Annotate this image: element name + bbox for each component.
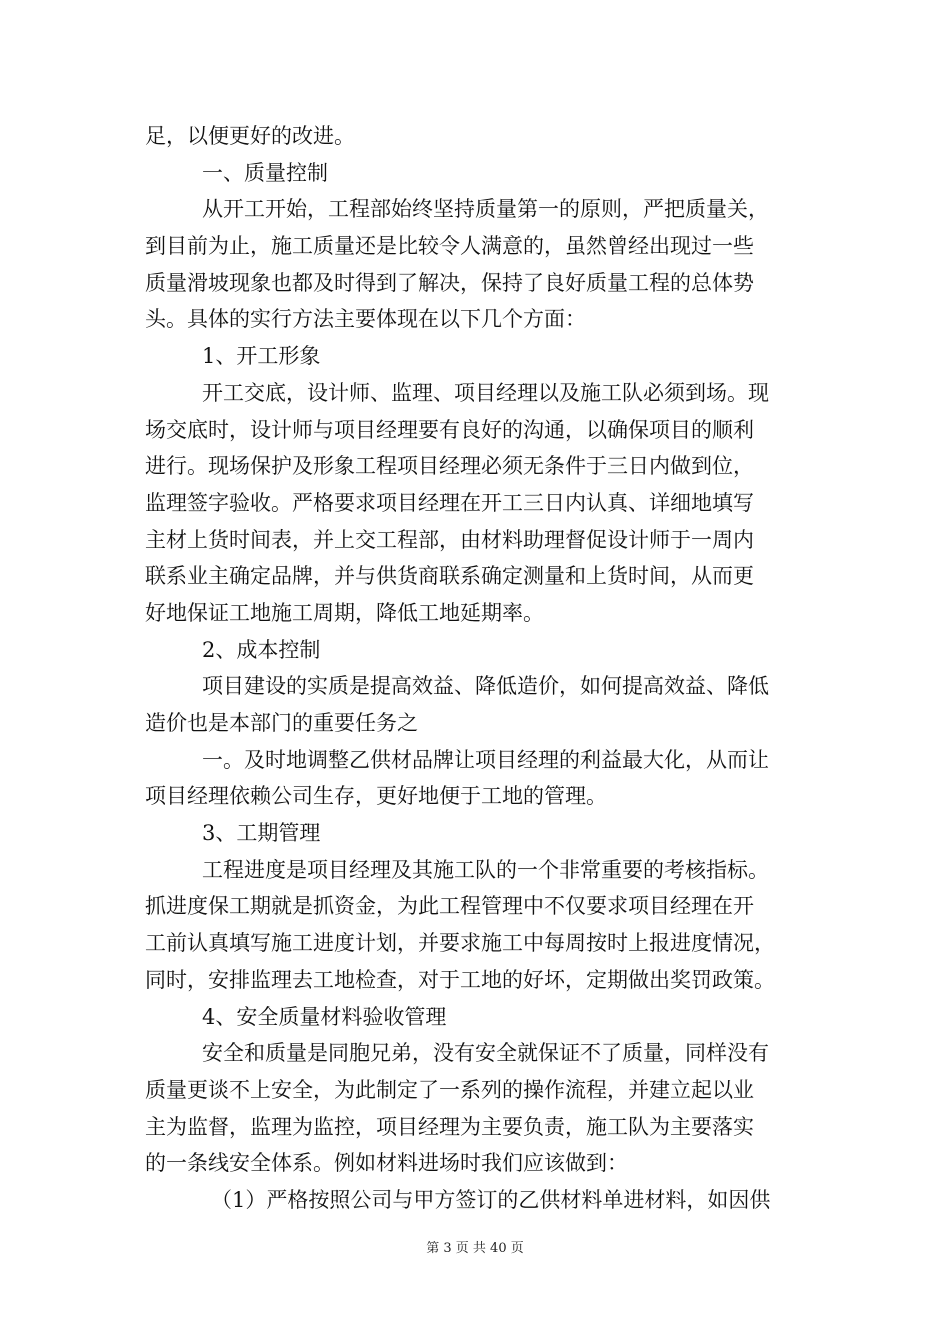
text-line: 质量滑坡现象也都及时得到了解决，保持了良好质量工程的总体势 bbox=[145, 270, 754, 295]
text-line: 质量更谈不上安全，为此制定了一系列的操作流程，并建立起以业 bbox=[145, 1077, 754, 1102]
text-line: 一。及时地调整乙供材品牌让项目经理的利益最大化，从而让 bbox=[202, 747, 769, 772]
text-line: 场交底时，设计师与项目经理要有良好的沟通，以确保项目的顺利 bbox=[145, 417, 754, 442]
text-line: 造价也是本部门的重要任务之 bbox=[145, 711, 418, 735]
text-line: 主为监督，监理为监控，项目经理为主要负责，施工队为主要落实 bbox=[145, 1114, 754, 1139]
text-line: 项目经理依赖公司生存，更好地便于工地的管理。 bbox=[145, 784, 607, 809]
text-line: 一、质量控制 bbox=[202, 160, 328, 185]
text-line: 到目前为止，施工质量还是比较令人满意的，虽然曾经出现过一些 bbox=[145, 234, 754, 259]
text-line: 主材上货时间表，并上交工程部，由材料助理督促设计师于一周内 bbox=[145, 527, 754, 552]
text-line: 抓进度保工期就是抓资金，为此工程管理中不仅要求项目经理在开 bbox=[145, 894, 754, 919]
text-line: （1）严格按照公司与甲方签订的乙供材料单进材料，如因供 bbox=[211, 1187, 771, 1212]
text-line: 开工交底，设计师、监理、项目经理以及施工队必须到场。现 bbox=[202, 380, 769, 405]
text-line: 1、开工形象 bbox=[202, 344, 321, 369]
text-line: 工前认真填写施工进度计划，并要求施工中每周按时上报进度情况， bbox=[145, 931, 775, 956]
document-body bbox=[145, 118, 810, 1219]
text-line: 2、成本控制 bbox=[202, 637, 321, 662]
text-line: 4、安全质量材料验收管理 bbox=[202, 1004, 447, 1029]
text-line: 监理签字验收。严格要求项目经理在开工三日内认真、详细地填写 bbox=[145, 490, 754, 515]
text-line: 的一条线安全体系。例如材料进场时我们应该做到： bbox=[145, 1151, 628, 1176]
text-line: 3、工期管理 bbox=[202, 821, 321, 846]
text-line: 进行。现场保护及形象工程项目经理必须无条件于三日内做到位， bbox=[145, 454, 754, 479]
text-line: 同时，安排监理去工地检查，对于工地的好坏，定期做出奖罚政策。 bbox=[145, 967, 775, 992]
page-footer: 第 3 页 共 40 页 bbox=[426, 1241, 524, 1256]
text-line: 安全和质量是同胞兄弟，没有安全就保证不了质量，同样没有 bbox=[202, 1041, 769, 1066]
text-line: 项目建设的实质是提高效益、降低造价，如何提高效益、降低 bbox=[202, 674, 769, 699]
text-line: 联系业主确定品牌，并与供货商联系确定测量和上货时间，从而更 bbox=[145, 564, 754, 589]
text-line: 好地保证工地施工周期，降低工地延期率。 bbox=[145, 600, 544, 625]
text-line: 足，以便更好的改进。 bbox=[145, 124, 355, 148]
text-line: 头。具体的实行方法主要体现在以下几个方面： bbox=[145, 307, 586, 332]
text-line: 从开工开始，工程部始终坚持质量第一的原则，严把质量关， bbox=[202, 197, 769, 222]
text-line: 工程进度是项目经理及其施工队的一个非常重要的考核指标。 bbox=[202, 857, 769, 882]
